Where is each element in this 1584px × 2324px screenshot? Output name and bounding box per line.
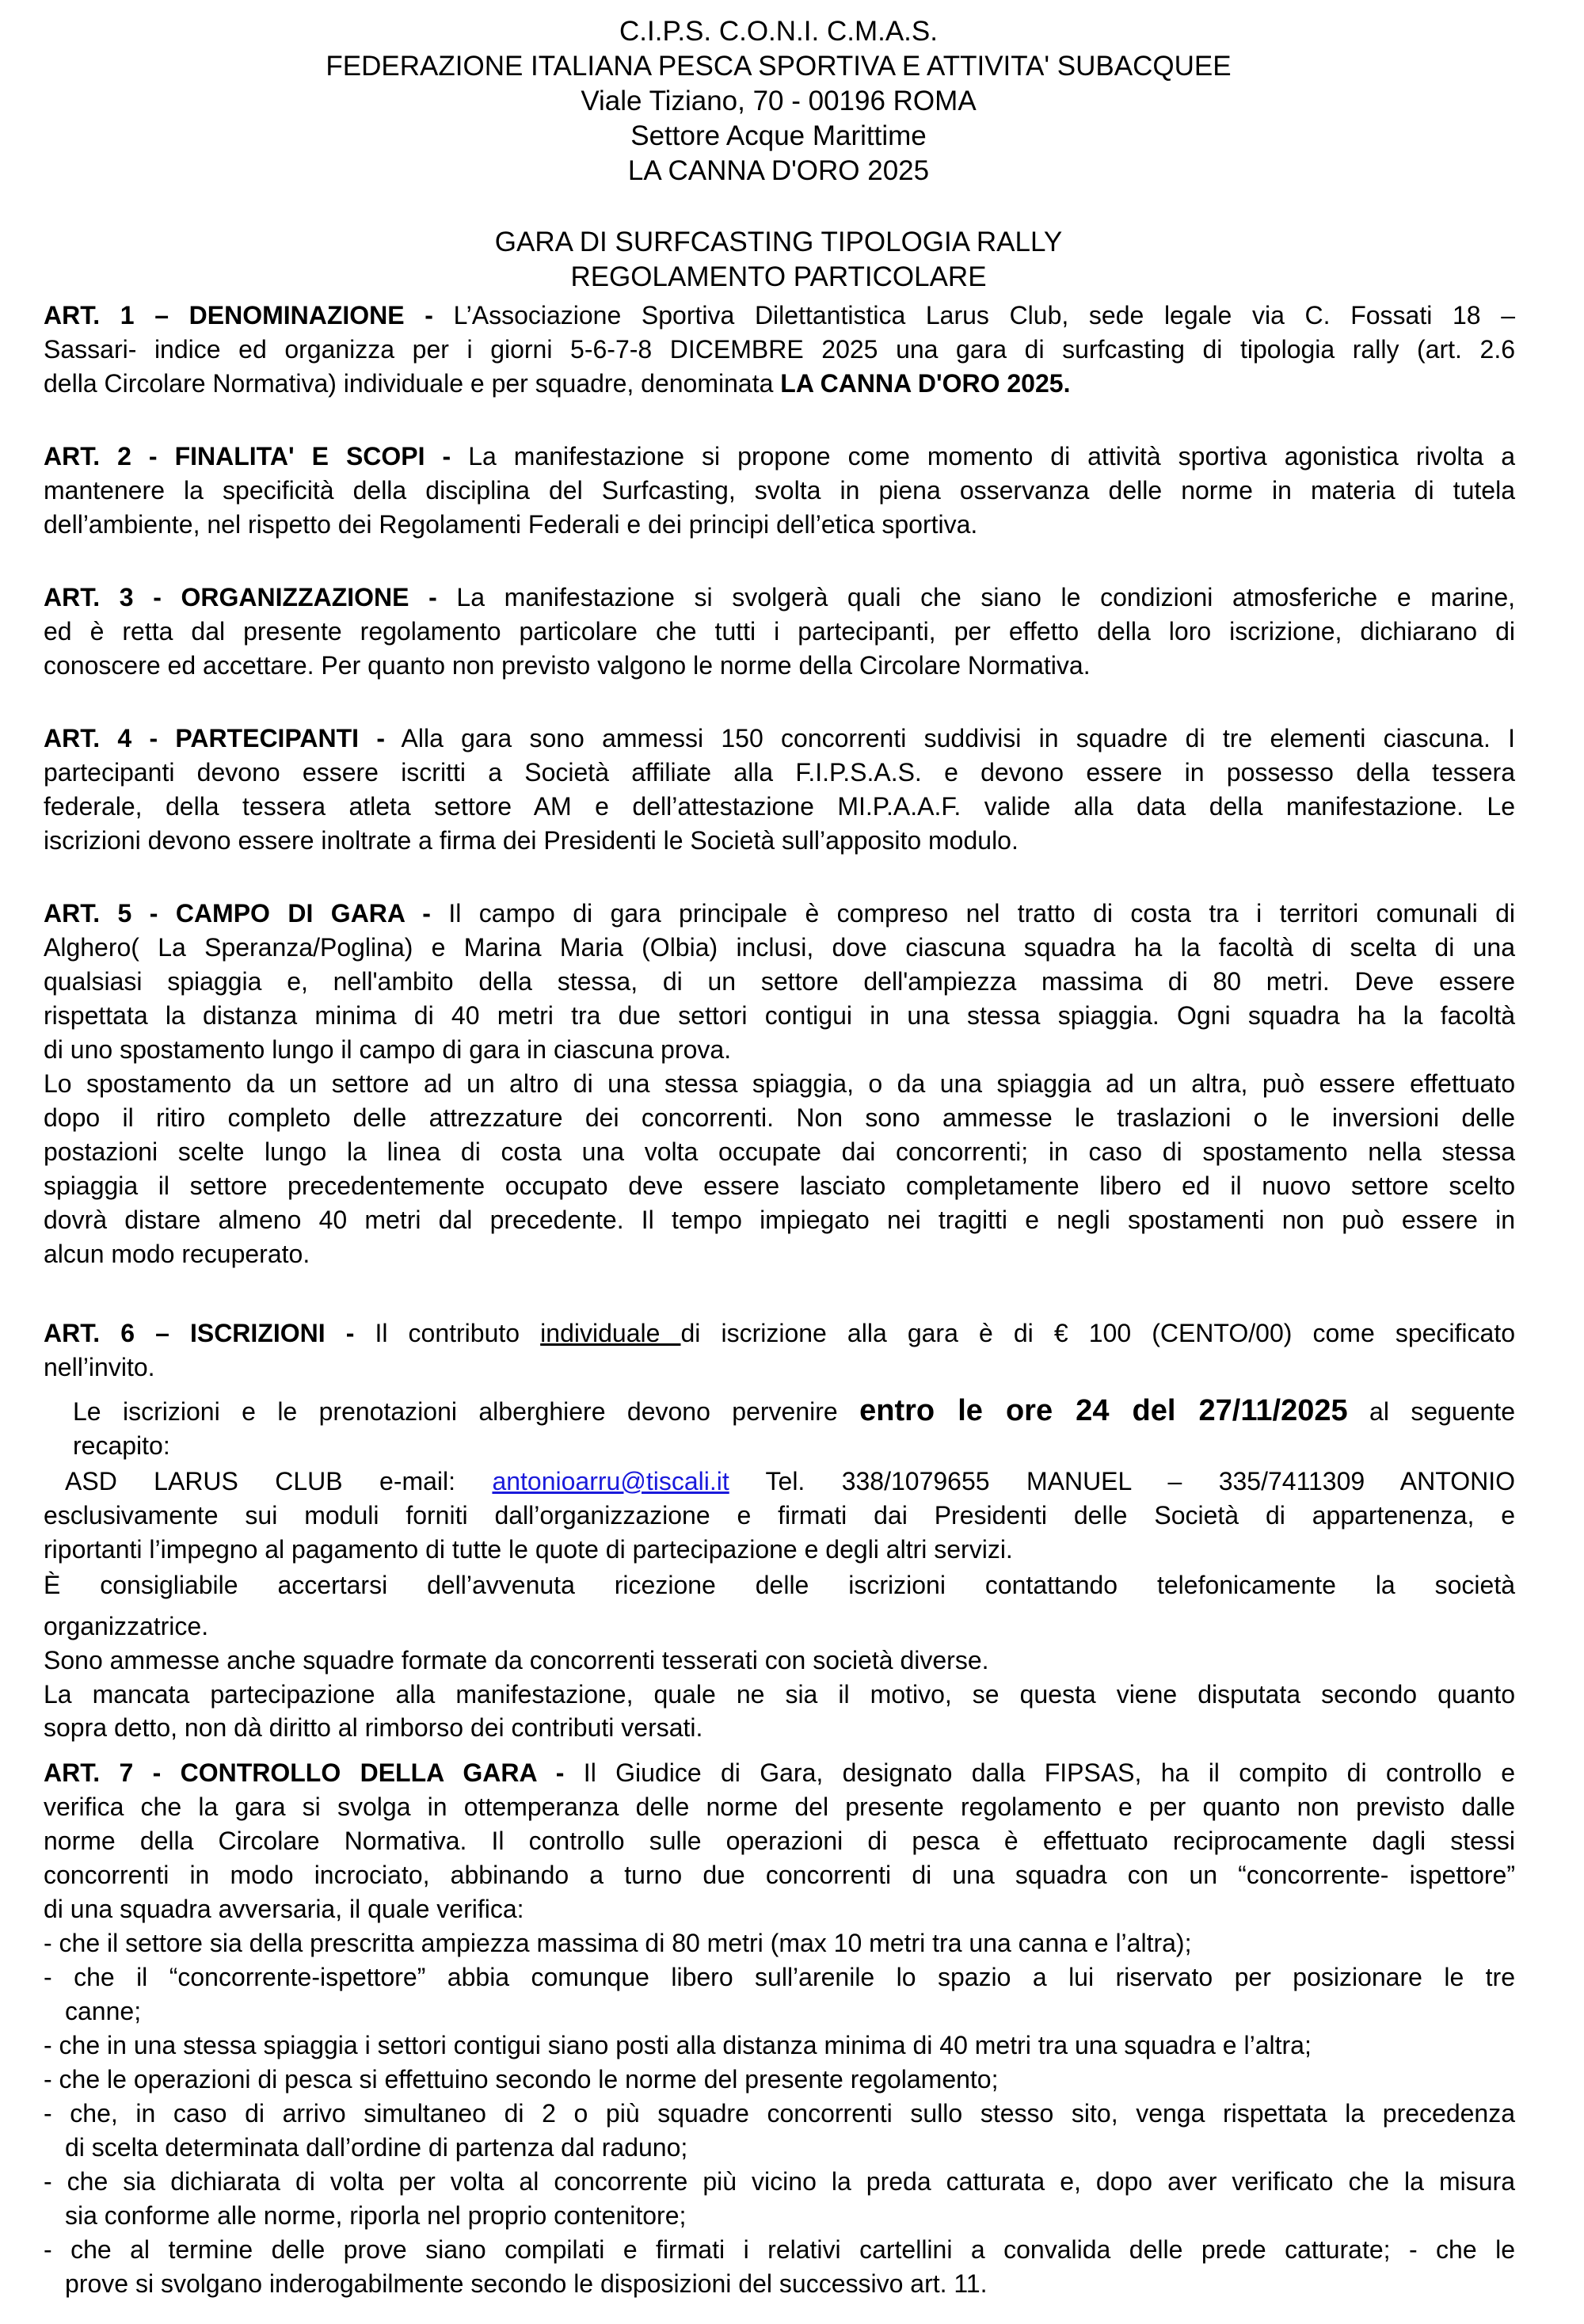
art6-line: sopra detto, non dà diritto al rimborso dei contributi versati. (44, 1713, 703, 1742)
art6-text: Il contributo (354, 1319, 541, 1347)
art3-text: La manifestazione si svolgerà quali che siano le condizioni atmosferiche e marine, (436, 583, 1516, 611)
art6-line: riportanti l’impegno al pagamento di tutte le quote di partecipazione e degli altri servizi. (44, 1535, 1013, 1564)
event-name-bold: LA CANNA D'ORO 2025. (780, 369, 1071, 398)
contact-phones: Tel. 338/1079655 MANUEL – 335/7411309 ANTONIO (729, 1467, 1516, 1495)
art3-line: ed è retta dal presente regolamento particolare che tutti i partecipanti, per effetto della loro iscrizione, dichiarano di (44, 617, 1515, 646)
art4-line: iscrizioni devono essere inoltrate a firma dei Presidenti le Società sull’apposito modulo. (44, 826, 1019, 855)
art5-text: Il campo di gara principale è compreso nel tratto di costa tra i territori comunali di (430, 899, 1516, 928)
header-organizations: C.I.P.S. C.O.N.I. C.M.A.S. (619, 16, 938, 47)
email-link[interactable]: antonioarru@tiscali.it (492, 1467, 729, 1495)
checklist-item: - che le operazioni di pesca si effettuino secondo le norme del presente regolamento; (44, 2065, 999, 2094)
document-title: GARA DI SURFCASTING TIPOLOGIA RALLY (494, 227, 1063, 257)
art5-line: Lo spostamento da un settore ad un altro di una stessa spiaggia, o da una spiaggia ad un altra, può essere effettuato (44, 1069, 1515, 1098)
art1-line (44, 299, 1515, 333)
header-event-name: LA CANNA D'ORO 2025 (627, 155, 930, 186)
art5-heading: ART. 5 - CAMPO DI GARA - (44, 899, 431, 928)
art6-line: La mancata partecipazione alla manifestazione, quale ne sia il motivo, se questa viene disputata secondo quanto (44, 1680, 1515, 1709)
document-subtitle: REGOLAMENTO PARTICOLARE (570, 261, 987, 292)
art4-line (44, 722, 1515, 756)
art7-text: Il Giudice di Gara, designato dalla FIPSAS, ha il compito di controllo e (564, 1758, 1516, 1787)
checklist-item-cont: prove si svolgano inderogabilmente secondo le disposizioni del successivo art. 11. (65, 2269, 988, 2298)
art3-line (44, 581, 1515, 615)
checklist-item-cont: canne; (65, 1997, 142, 2025)
art7-line: concorrenti in modo incrociato, abbinando a turno due concorrenti di una squadra con un “concorrente- ispettore” (44, 1861, 1515, 1889)
art6-line: È consigliabile accertarsi dell’avvenuta ricezione delle iscrizioni contattando telefonicamente la società (44, 1571, 1515, 1599)
art3-heading: ART. 3 - ORGANIZZAZIONE - (44, 583, 437, 611)
checklist-item: - che il “concorrente-ispettore” abbia comunque libero sull’arenile lo spazio a lui riservato per posizionare le tre (44, 1963, 1515, 1991)
art5-line: rispettata la distanza minima di 40 metri tra due settori contigui in una stessa spiaggia. Ogni squadra ha la facoltà (44, 1001, 1515, 1030)
art6-text: Le iscrizioni e le prenotazioni alberghiere devono pervenire (73, 1397, 860, 1426)
header-federation: FEDERAZIONE ITALIANA PESCA SPORTIVA E ATTIVITA' SUBACQUEE (326, 51, 1232, 82)
underlined-individuale: individuale (540, 1319, 681, 1347)
art4-text: Alla gara sono ammessi 150 concorrenti suddivisi in squadre di tre elementi ciascuna. I (385, 724, 1516, 752)
header-address: Viale Tiziano, 70 - 00196 ROMA (581, 86, 977, 116)
art4-line: partecipanti devono essere iscritti a Società affiliate alla F.I.P.S.A.S. e devono essere in possesso della tessera (44, 758, 1515, 787)
checklist-item-cont: sia conforme alle norme, riporla nel proprio contenitore; (65, 2201, 687, 2230)
art2-line (44, 440, 1515, 474)
art5-line: qualsiasi spiaggia e, nell'ambito della stessa, di un settore dell'ampiezza massima di 80 metri. Deve essere (44, 967, 1515, 996)
art1-heading: ART. 1 – DENOMINAZIONE - (44, 301, 433, 330)
checklist-item: - che, in caso di arrivo simultaneo di 2 o più squadre concorrenti sullo stesso sito, venga rispettata la precedenza (44, 2099, 1515, 2128)
art5-line (44, 897, 1515, 931)
checklist-item: - che il settore sia della prescritta ampiezza massima di 80 metri (max 10 metri tra una canna e l’altra); (44, 1929, 1192, 1957)
art4-heading: ART. 4 - PARTECIPANTI - (44, 724, 385, 752)
art6-text: al seguente (1347, 1397, 1516, 1426)
art1-text: della Circolare Normativa) individuale e per squadre, denominata (44, 369, 781, 398)
art6-line: recapito: (73, 1431, 170, 1460)
art5-line: alcun modo recuperato. (44, 1240, 310, 1268)
art7-heading: ART. 7 - CONTROLLO DELLA GARA - (44, 1758, 565, 1787)
art1-text: L’Associazione Sportiva Dilettantistica Larus Club, sede legale via C. Fossati 18 – (432, 301, 1516, 330)
checklist-item: - che al termine delle prove siano compilati e firmati i relativi cartellini a convalida delle prede catturate; - che le (44, 2235, 1515, 2264)
art5-line: dopo il ritiro completo delle attrezzature dei concorrenti. Non sono ammesse le traslazioni o le inversioni delle (44, 1103, 1515, 1132)
deadline-bold: entro le ore 24 del 27/11/2025 (859, 1394, 1348, 1427)
art7-line: verifica che la gara si svolga in ottemperanza delle norme del presente regolamento e per quanto non previsto dalle (44, 1793, 1515, 1821)
art3-line: conoscere ed accettare. Per quanto non previsto valgono le norme della Circolare Normativa. (44, 651, 1091, 680)
art2-line: mantenere la specificità della disciplina del Surfcasting, svolta in piena osservanza delle norme in materia di tutela (44, 476, 1515, 505)
art1-line (44, 367, 1515, 401)
art5-line: dovrà distare almeno 40 metri dal precedente. Il tempo impiegato nei tragitti e negli spostamenti non può essere in (44, 1206, 1515, 1234)
art2-text: La manifestazione si propone come momento di attività sportiva agonistica rivolta a (451, 442, 1516, 471)
art6-contact-line (65, 1465, 1515, 1499)
checklist-item-cont: di scelta determinata dall’ordine di partenza dal raduno; (65, 2133, 688, 2162)
art5-line: postazioni scelte lungo la linea di costa una volta occupate dai concorrenti; in caso di spostamento nella stessa (44, 1137, 1515, 1166)
checklist-item: - che sia dichiarata di volta per volta al concorrente più vicino la preda catturata e, dopo aver verificato che la misura (44, 2167, 1515, 2196)
header-sector: Settore Acque Marittime (630, 120, 927, 151)
art6-line: organizzatrice. (44, 1612, 209, 1640)
art5-line: Alghero( La Speranza/Poglina) e Marina Maria (Olbia) inclusi, dove ciascuna squadra ha la facoltà di scelta di una (44, 933, 1515, 962)
checklist-item: - che in una stessa spiaggia i settori contigui siano posti alla distanza minima di 40 metri tra una squadra e l’altra; (44, 2031, 1312, 2059)
art6-line: Sono ammesse anche squadre formate da concorrenti tesserati con società diverse. (44, 1646, 989, 1674)
art2-heading: ART. 2 - FINALITA' E SCOPI - (44, 442, 451, 471)
art7-line: di una squadra avversaria, il quale verifica: (44, 1895, 524, 1923)
contact-club: ASD LARUS CLUB e-mail: (65, 1467, 493, 1495)
art4-line: federale, della tessera atleta settore AM e dell’attestazione MI.P.A.A.F. valide alla data della manifestazione. Le (44, 792, 1515, 821)
art1-line: Sassari- indice ed organizza per i giorni 5-6-7-8 DICEMBRE 2025 una gara di surfcasting di tipologia rally (art. 2.6 (44, 335, 1515, 364)
art6-deadline-line (73, 1394, 1515, 1429)
art6-line: nell’invito. (44, 1353, 155, 1381)
art2-line: dell’ambiente, nel rispetto dei Regolamenti Federali e dei principi dell’etica sportiva. (44, 510, 978, 539)
art6-text: di iscrizione alla gara è di € 100 (CENTO/00) come specificato (680, 1319, 1516, 1347)
art6-line (44, 1316, 1515, 1351)
art5-line: spiaggia il settore precedentemente occupato deve essere lasciato completamente libero ed il nuovo settore scelto (44, 1172, 1515, 1200)
art6-line: esclusivamente sui moduli forniti dall’organizzazione e firmati dai Presidenti delle Società di appartenenza, e (44, 1501, 1515, 1530)
art7-line: norme della Circolare Normativa. Il controllo sulle operazioni di pesca è effettuato reciprocamente dagli stessi (44, 1827, 1515, 1855)
art5-line: di uno spostamento lungo il campo di gara in ciascuna prova. (44, 1035, 732, 1064)
art7-line (44, 1756, 1515, 1790)
art6-heading: ART. 6 – ISCRIZIONI - (44, 1319, 355, 1347)
